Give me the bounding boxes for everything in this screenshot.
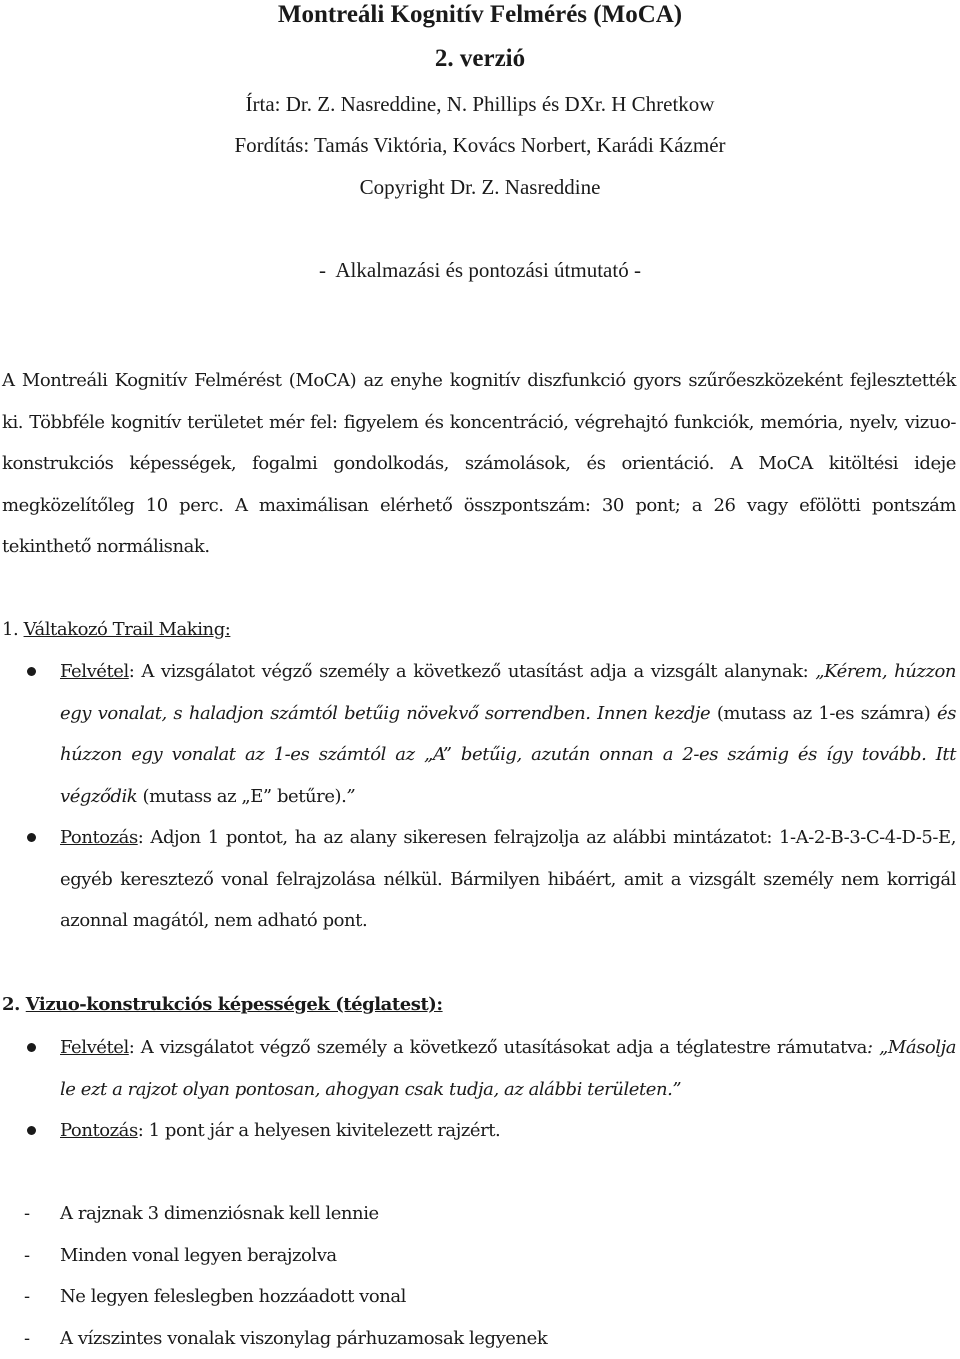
administration-italic-2: Innen kezdje bbox=[591, 703, 711, 724]
criteria-text: Ne legyen feleslegben hozzáadott vonal bbox=[60, 1286, 406, 1307]
administration-italic-4: ” bbox=[346, 786, 355, 807]
criteria-item bbox=[0, 1318, 956, 1359]
administration-italic-3: és húzzon egy vonalat az 1-es számtól az „A” betűig, azután onnan a 2-es számig és így tovább. Itt végződik bbox=[60, 703, 956, 807]
administration-text-3: (mutass az „E” betűre). bbox=[137, 786, 346, 807]
section-1-scoring bbox=[0, 817, 956, 942]
criteria-text: A rajznak 3 dimenziósnak kell lennie bbox=[60, 1203, 379, 1224]
intro-paragraph: A Montreáli Kognitív Felmérést (MoCA) az enyhe kognitív diszfunkció gyors szűrőeszközeként fejlesztették ki. Többféle kognitív területet mér fel: figyelem és koncentráció, végrehajtó funkciók, memória, nyelv, vizuo-konstrukciós képességek, fogalmi gondolkodás, számolások, és orientáció. A MoCA kitöltési ideje megközelítőleg 10 perc. A maximálisan elérhető összpontszám: 30 pont; a 26 vagy efölötti pontszám tekinthető normálisnak. bbox=[2, 360, 956, 568]
section-1-number: 1. bbox=[2, 619, 18, 640]
criteria-text: Minden vonal legyen berajzolva bbox=[60, 1245, 337, 1266]
bullet-dot-icon bbox=[27, 1043, 36, 1052]
administration-label: Felvétel bbox=[60, 1037, 129, 1058]
administration-text-1: : A vizsgálatot végző személy a következő utasítást adja a vizsgált alanynak: bbox=[129, 661, 816, 682]
bullet-dot-icon bbox=[27, 667, 36, 676]
authors-line: Írta: Dr. Z. Nasreddine, N. Phillips és DXr. H Chretkow bbox=[0, 90, 960, 118]
dash-mark: - bbox=[24, 1318, 30, 1359]
bullet-dot-icon bbox=[27, 833, 36, 842]
guide-subtitle: - Alkalmazási és pontozási útmutató - bbox=[0, 256, 960, 284]
criteria-item bbox=[0, 1193, 956, 1235]
section-2-number: 2. bbox=[2, 994, 20, 1015]
dash-mark: - bbox=[24, 1235, 30, 1277]
bullet-dot-icon bbox=[27, 1126, 36, 1135]
section-1-heading bbox=[2, 609, 230, 651]
section-1-title: Váltakozó Trail Making: bbox=[24, 619, 231, 640]
translators-line: Fordítás: Tamás Viktória, Kovács Norbert, Karádi Kázmér bbox=[0, 131, 960, 159]
scoring-label: Pontozás bbox=[60, 827, 138, 848]
section-1-administration bbox=[0, 651, 956, 817]
section-2-scoring bbox=[0, 1110, 956, 1152]
administration-text-2: (mutass az 1-es számra) bbox=[710, 703, 937, 724]
scoring-label: Pontozás bbox=[60, 1120, 138, 1141]
section-2-list bbox=[0, 1027, 956, 1152]
criteria-item bbox=[0, 1235, 956, 1277]
section-2-heading bbox=[2, 984, 443, 1026]
scoring-text: : Adjon 1 pontot, ha az alany sikeresen felrajzolja az alábbi mintázatot: 1-A-2-B-3-C-4-D-5-E, egyéb keresztező vonal felrajzolása nélkül. Bármilyen hibáért, amit a vizsgált személy nem korrigál azonnal magától, nem adható pont. bbox=[60, 827, 956, 931]
scoring-text: : 1 pont jár a helyesen kivitelezett rajzért. bbox=[138, 1120, 501, 1141]
administration-text-1: : A vizsgálatot végző személy a következő utasításokat adja a téglatestre rámutatva bbox=[129, 1037, 867, 1058]
criteria-list bbox=[0, 1193, 956, 1359]
administration-italic-1: „Kérem, húzzon egy vonalat, s haladjon számtól betűig növekvő sorrendben. bbox=[60, 661, 956, 724]
version-label: 2. verzió bbox=[0, 44, 960, 74]
administration-label: Felvétel bbox=[60, 661, 129, 682]
copyright-line: Copyright Dr. Z. Nasreddine bbox=[0, 173, 960, 201]
section-1-list bbox=[0, 651, 956, 942]
dash-mark: - bbox=[24, 1193, 30, 1235]
dash-mark: - bbox=[24, 1276, 30, 1318]
administration-italic-1: : „Másolja le ezt a rajzot olyan pontosan, ahogyan csak tudja, az alábbi területen.” bbox=[60, 1037, 956, 1100]
section-2-administration bbox=[0, 1027, 956, 1110]
criteria-item bbox=[0, 1276, 956, 1318]
document-title: Montreáli Kognitív Felmérés (MoCA) bbox=[0, 0, 960, 30]
criteria-text: A vízszintes vonalak viszonylag párhuzamosak legyenek bbox=[60, 1328, 547, 1349]
section-2-title: Vizuo-konstrukciós képességek (téglatest): bbox=[26, 994, 443, 1015]
